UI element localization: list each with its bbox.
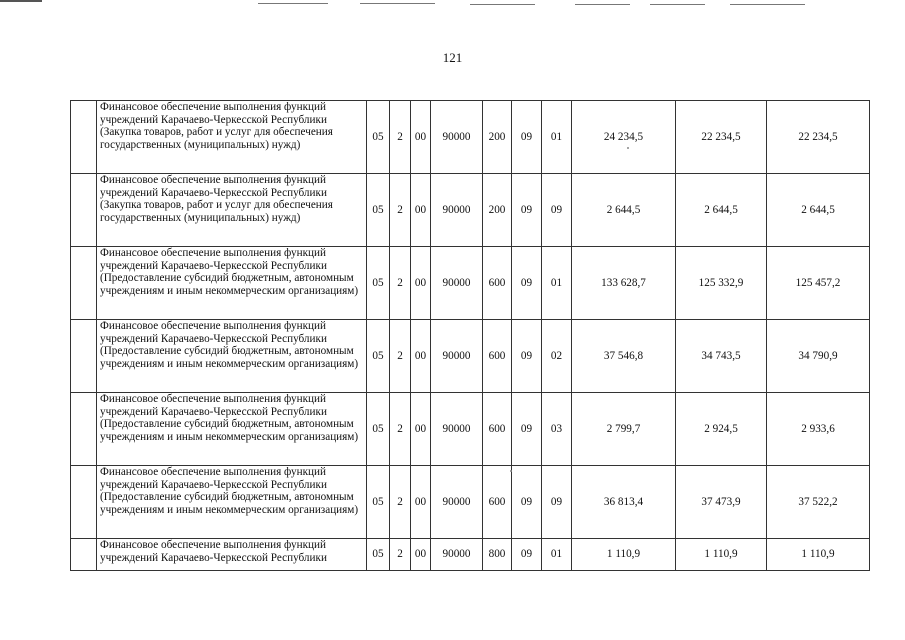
cell-subsection: 01 bbox=[542, 101, 572, 174]
cell-amount-3: 37 522,2 bbox=[767, 466, 870, 539]
cell-blank bbox=[71, 101, 97, 174]
cell-expense-name: Финансовое обеспечение выполнения функций учреждений Карачаево-Черкесской Республики (Предоставление субсидий бюджетным, автономным учреждениям и иным некоммерческим организациям) bbox=[97, 247, 367, 320]
cell-code-4: 90000 bbox=[431, 393, 483, 466]
table-row bbox=[71, 320, 870, 393]
table-row bbox=[71, 174, 870, 247]
cell-code-3: 00 bbox=[411, 539, 431, 571]
scan-corner-mark bbox=[0, 0, 42, 2]
cell-amount-3: 2 933,6 bbox=[767, 393, 870, 466]
cell-code-3: 00 bbox=[411, 320, 431, 393]
table-row bbox=[71, 466, 870, 539]
cell-code-4: 90000 bbox=[431, 101, 483, 174]
table-row bbox=[71, 539, 870, 571]
cell-amount-3: 1 110,9 bbox=[767, 539, 870, 571]
cell-expense-type: 600 bbox=[483, 393, 512, 466]
cell-expense-type: 600 bbox=[483, 320, 512, 393]
cell-code-1: 05 bbox=[367, 466, 390, 539]
cell-section: 09 bbox=[512, 320, 542, 393]
cell-section: 09 bbox=[512, 539, 542, 571]
cell-expense-type: 600 bbox=[483, 247, 512, 320]
cell-amount-2: 22 234,5 bbox=[676, 101, 767, 174]
cell-amount-2: 2 644,5 bbox=[676, 174, 767, 247]
scan-line bbox=[360, 3, 435, 4]
cell-blank bbox=[71, 539, 97, 571]
cell-amount-1: 2 644,5 bbox=[572, 174, 676, 247]
cell-expense-name: Финансовое обеспечение выполнения функций учреждений Карачаево-Черкесской Республики (Предоставление субсидий бюджетным, автономным учреждениям и иным некоммерческим организациям) bbox=[97, 466, 367, 539]
cell-subsection: 01 bbox=[542, 539, 572, 571]
cell-code-2: 2 bbox=[390, 539, 411, 571]
scan-line bbox=[258, 3, 328, 4]
cell-amount-2: 37 473,9 bbox=[676, 466, 767, 539]
cell-code-3: 00 bbox=[411, 247, 431, 320]
cell-code-3: 00 bbox=[411, 101, 431, 174]
cell-blank bbox=[71, 247, 97, 320]
cell-section: 09 bbox=[512, 174, 542, 247]
cell-code-2: 2 bbox=[390, 247, 411, 320]
scan-line bbox=[650, 4, 705, 5]
cell-section: 09 bbox=[512, 393, 542, 466]
page-number: 121 bbox=[442, 50, 463, 65]
cell-code-4: 90000 bbox=[431, 174, 483, 247]
cell-subsection: 01 bbox=[542, 247, 572, 320]
table-row bbox=[71, 101, 870, 174]
cell-amount-3: 34 790,9 bbox=[767, 320, 870, 393]
cell-amount-1: 1 110,9 bbox=[572, 539, 676, 571]
scan-speck bbox=[627, 147, 629, 149]
scan-line bbox=[730, 4, 805, 5]
cell-blank bbox=[71, 174, 97, 247]
cell-amount-2: 125 332,9 bbox=[676, 247, 767, 320]
cell-section: 09 bbox=[512, 466, 542, 539]
scan-line bbox=[575, 4, 630, 5]
cell-code-2: 2 bbox=[390, 466, 411, 539]
cell-code-4: 90000 bbox=[431, 466, 483, 539]
cell-code-4: 90000 bbox=[431, 320, 483, 393]
cell-subsection: 03 bbox=[542, 393, 572, 466]
cell-expense-type: 600 bbox=[483, 466, 512, 539]
cell-amount-2: 34 743,5 bbox=[676, 320, 767, 393]
cell-code-1: 05 bbox=[367, 393, 390, 466]
cell-code-3: 00 bbox=[411, 466, 431, 539]
cell-code-4: 90000 bbox=[431, 539, 483, 571]
cell-blank bbox=[71, 320, 97, 393]
cell-expense-name: Финансовое обеспечение выполнения функций учреждений Карачаево-Черкесской Республики (Предоставление субсидий бюджетным, автономным учреждениям и иным некоммерческим организациям) bbox=[97, 320, 367, 393]
budget-table-body bbox=[71, 101, 870, 571]
scan-line bbox=[470, 4, 535, 5]
cell-code-1: 05 bbox=[367, 247, 390, 320]
cell-amount-3: 125 457,2 bbox=[767, 247, 870, 320]
cell-blank bbox=[71, 466, 97, 539]
cell-expense-type: 200 bbox=[483, 101, 512, 174]
cell-code-2: 2 bbox=[390, 393, 411, 466]
cell-amount-1: 36 813,4 bbox=[572, 466, 676, 539]
cell-expense-name: Финансовое обеспечение выполнения функций учреждений Карачаево-Черкесской Республики (Закупка товаров, работ и услуг для обеспечения государственных (муниципальных) нужд) bbox=[97, 174, 367, 247]
cell-amount-2: 2 924,5 bbox=[676, 393, 767, 466]
cell-blank bbox=[71, 393, 97, 466]
cell-code-1: 05 bbox=[367, 174, 390, 247]
cell-amount-3: 22 234,5 bbox=[767, 101, 870, 174]
cell-expense-name: Финансовое обеспечение выполнения функций учреждений Карачаево-Черкесской Республики bbox=[97, 539, 367, 571]
cell-expense-type: 200 bbox=[483, 174, 512, 247]
cell-expense-type: 800 bbox=[483, 539, 512, 571]
cell-code-2: 2 bbox=[390, 101, 411, 174]
table-row bbox=[71, 247, 870, 320]
cell-code-2: 2 bbox=[390, 320, 411, 393]
cell-code-2: 2 bbox=[390, 174, 411, 247]
cell-expense-name: Финансовое обеспечение выполнения функций учреждений Карачаево-Черкесской Республики (Предоставление субсидий бюджетным, автономным учреждениям и иным некоммерческим организациям) bbox=[97, 393, 367, 466]
cell-expense-name: Финансовое обеспечение выполнения функций учреждений Карачаево-Черкесской Республики (Закупка товаров, работ и услуг для обеспечения государственных (муниципальных) нужд) bbox=[97, 101, 367, 174]
cell-amount-1: 2 799,7 bbox=[572, 393, 676, 466]
cell-code-1: 05 bbox=[367, 101, 390, 174]
budget-table bbox=[70, 100, 870, 571]
cell-subsection: 09 bbox=[542, 174, 572, 247]
cell-amount-3: 2 644,5 bbox=[767, 174, 870, 247]
cell-amount-1: 133 628,7 bbox=[572, 247, 676, 320]
table-row bbox=[71, 393, 870, 466]
cell-section: 09 bbox=[512, 247, 542, 320]
cell-code-1: 05 bbox=[367, 539, 390, 571]
cell-code-4: 90000 bbox=[431, 247, 483, 320]
cell-code-1: 05 bbox=[367, 320, 390, 393]
cell-amount-1: 24 234,5 bbox=[572, 101, 676, 174]
scan-speck bbox=[510, 470, 512, 472]
cell-subsection: 09 bbox=[542, 466, 572, 539]
cell-code-3: 00 bbox=[411, 174, 431, 247]
cell-code-3: 00 bbox=[411, 393, 431, 466]
cell-amount-1: 37 546,8 bbox=[572, 320, 676, 393]
cell-amount-2: 1 110,9 bbox=[676, 539, 767, 571]
cell-subsection: 02 bbox=[542, 320, 572, 393]
cell-section: 09 bbox=[512, 101, 542, 174]
